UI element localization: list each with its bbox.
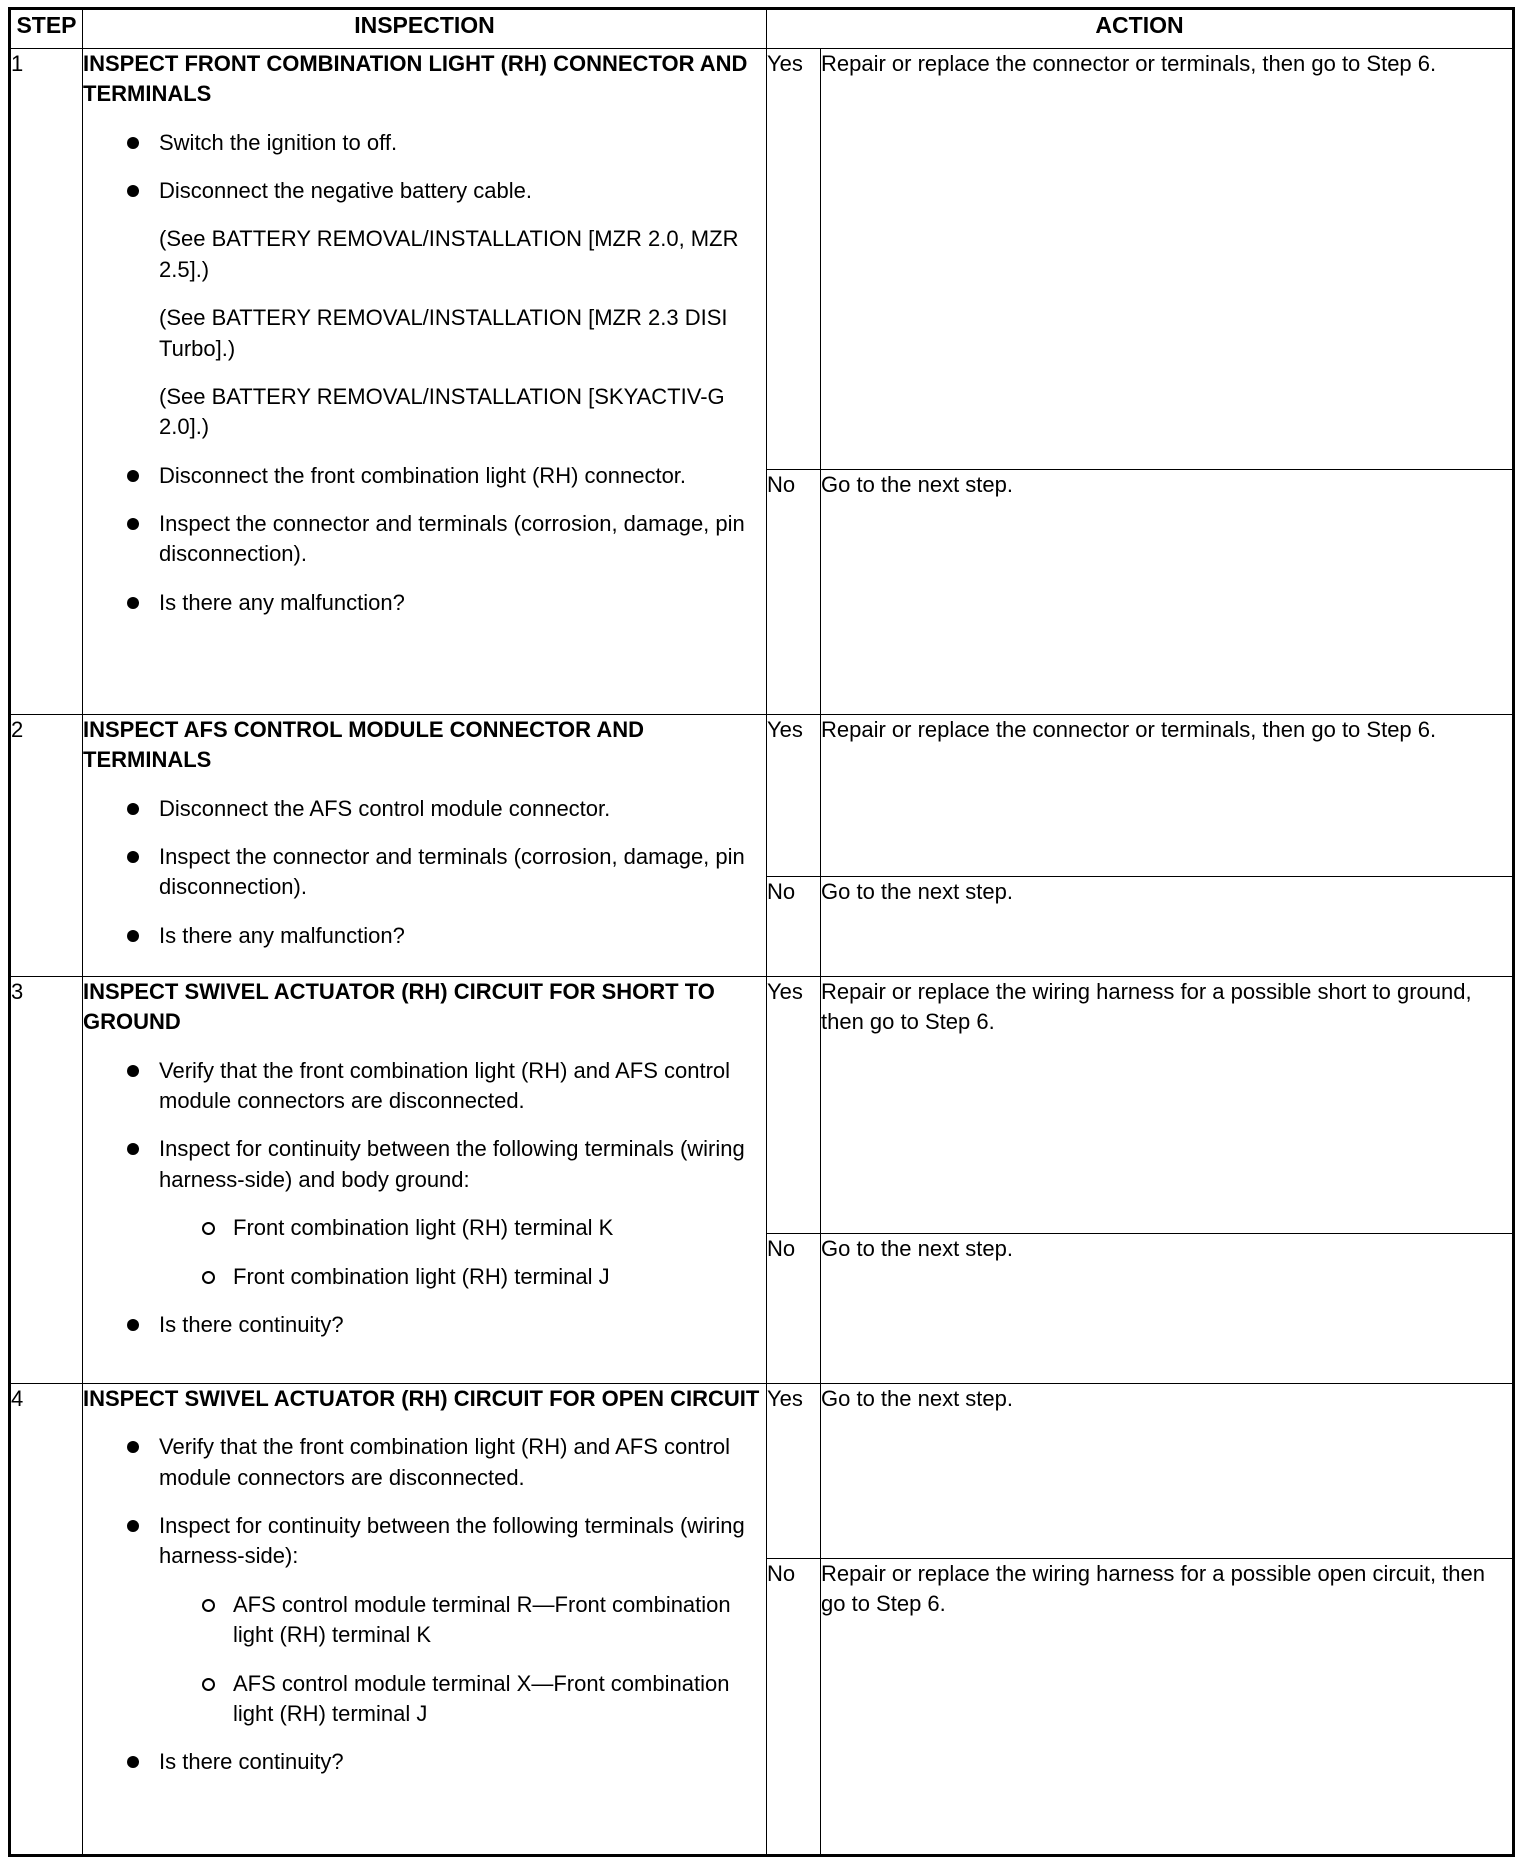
yes-action: Repair or replace the connector or terminals, then go to Step 6.: [821, 49, 1514, 470]
step-3-inspection: [83, 977, 767, 1384]
bullet-item: Disconnect the negative battery cable.: [83, 176, 766, 206]
step-title: INSPECT FRONT COMBINATION LIGHT (RH) CONNECTOR AND TERMINALS: [83, 51, 748, 107]
step-number: 4: [10, 1384, 83, 1856]
sub-bullet-item: Front combination light (RH) terminal J: [83, 1262, 766, 1292]
step-number: 2: [10, 715, 83, 977]
no-label: No: [767, 470, 821, 715]
header-inspection: INSPECTION: [83, 9, 767, 49]
bullet-item: Inspect the connector and terminals (corrosion, damage, pin disconnection).: [83, 842, 766, 903]
no-action: Go to the next step.: [821, 470, 1514, 715]
table-header-row: [10, 9, 1514, 49]
no-action: Go to the next step.: [821, 877, 1514, 977]
sub-bullet-item: Front combination light (RH) terminal K: [83, 1213, 766, 1243]
step-2-inspection: [83, 715, 767, 977]
step-2-yes-row: [10, 715, 1514, 877]
bullet-item: Switch the ignition to off.: [83, 128, 766, 158]
no-action: Go to the next step.: [821, 1234, 1514, 1384]
yes-label: Yes: [767, 977, 821, 1234]
step-title: INSPECT AFS CONTROL MODULE CONNECTOR AND TERMINALS: [83, 717, 645, 773]
step-title: INSPECT SWIVEL ACTUATOR (RH) CIRCUIT FOR OPEN CIRCUIT: [83, 1386, 760, 1411]
bullet-item: Is there continuity?: [83, 1747, 766, 1777]
yes-label: Yes: [767, 49, 821, 470]
bullet-item: Inspect for continuity between the following terminals (wiring harness-side) and body ground:: [83, 1134, 766, 1195]
no-action: Repair or replace the wiring harness for a possible open circuit, then go to Step 6.: [821, 1559, 1514, 1856]
step-title: INSPECT SWIVEL ACTUATOR (RH) CIRCUIT FOR SHORT TO GROUND: [83, 979, 715, 1035]
reference-note: (See BATTERY REMOVAL/INSTALLATION [MZR 2.0, MZR 2.5].): [159, 226, 739, 282]
step-1-inspection: [83, 49, 767, 715]
step-number: 3: [10, 977, 83, 1384]
reference-note: (See BATTERY REMOVAL/INSTALLATION [SKYACTIV-G 2.0].): [159, 383, 725, 440]
bullet-item: Verify that the front combination light (RH) and AFS control module connectors are disconnected.: [83, 1432, 766, 1493]
yes-action: Repair or replace the wiring harness for a possible short to ground, then go to Step 6.: [821, 977, 1514, 1234]
yes-label: Yes: [767, 715, 821, 877]
header-action: ACTION: [767, 9, 1514, 49]
diagnostic-procedure-table: [8, 7, 1515, 1857]
no-label: No: [767, 1234, 821, 1384]
sub-bullet-item: AFS control module terminal R—Front combination light (RH) terminal K: [83, 1590, 766, 1651]
yes-action: Repair or replace the connector or terminals, then go to Step 6.: [821, 715, 1514, 877]
no-label: No: [767, 877, 821, 977]
reference-note: (See BATTERY REMOVAL/INSTALLATION [MZR 2.3 DISI Turbo].): [159, 305, 728, 361]
step-4-yes-row: [10, 1384, 1514, 1559]
bullet-item: Inspect the connector and terminals (corrosion, damage, pin disconnection).: [83, 509, 766, 570]
bullet-item: Disconnect the front combination light (RH) connector.: [83, 461, 766, 491]
step-number: 1: [10, 49, 83, 715]
yes-label: Yes: [767, 1384, 821, 1559]
step-3-yes-row: [10, 977, 1514, 1234]
step-4-inspection: [83, 1384, 767, 1856]
bullet-item: Is there continuity?: [83, 1310, 766, 1340]
bullet-item: Verify that the front combination light (RH) and AFS control module connectors are disconnected.: [83, 1056, 766, 1117]
bullet-item: Disconnect the AFS control module connector.: [83, 794, 766, 824]
bullet-item: Inspect for continuity between the following terminals (wiring harness-side):: [83, 1511, 766, 1572]
bullet-item: Is there any malfunction?: [83, 921, 766, 951]
step-1-yes-row: [10, 49, 1514, 470]
yes-action: Go to the next step.: [821, 1384, 1514, 1559]
header-step: STEP: [10, 9, 83, 49]
no-label: No: [767, 1559, 821, 1856]
sub-bullet-item: AFS control module terminal X—Front combination light (RH) terminal J: [83, 1669, 766, 1730]
bullet-item: Is there any malfunction?: [83, 588, 766, 618]
